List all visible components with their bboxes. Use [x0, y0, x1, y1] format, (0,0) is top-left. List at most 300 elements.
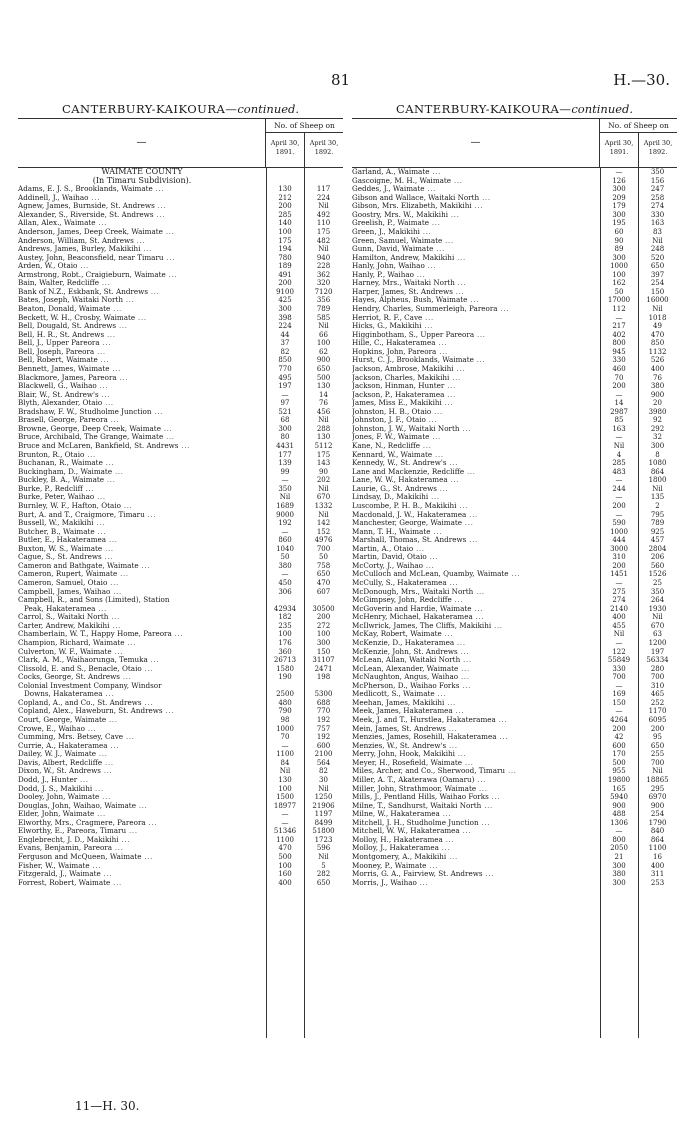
sheep-count-1891: 51346 [273, 827, 297, 836]
owner-name: Court, George, Waimate ... [18, 716, 118, 724]
sheep-count-1891: 200 [612, 382, 626, 391]
sheep-count-1891: 100 [278, 227, 292, 236]
table-row [18, 588, 343, 597]
column-title [352, 100, 677, 118]
sheep-count-1891: — [281, 476, 289, 485]
owner-name: Mein, James, St. Andrews ... [352, 724, 458, 733]
table-row [352, 750, 677, 759]
sheep-count-1891: 177 [278, 450, 292, 459]
table-row [352, 288, 677, 297]
sheep-count-1892: 607 [316, 587, 331, 596]
table-row [18, 605, 343, 614]
sheep-count-1891: 224 [278, 322, 292, 331]
sheep-count-1892: 492 [316, 210, 331, 219]
table-row [18, 296, 343, 305]
table-row [18, 570, 343, 579]
table-row [18, 819, 343, 828]
sheep-count-1891: 450 [278, 579, 292, 587]
left-column [18, 100, 343, 1038]
sheep-count-1891: 780 [278, 253, 292, 262]
sheep-count-1892: Nil [652, 767, 663, 776]
sheep-count-1892: 2 [655, 501, 660, 510]
sheep-count-1892: 163 [650, 219, 665, 228]
owner-name: Garland, A., Waimate ... [352, 168, 442, 176]
sheep-count-1891: — [615, 313, 623, 322]
table-row [352, 819, 677, 828]
table-row [18, 502, 343, 511]
sheep-count-1891: 1000 [276, 724, 294, 733]
owner-name: Kane, N., Redcliffe ... [352, 442, 432, 450]
table-row [18, 476, 343, 485]
owner-name: Macdonald, J. W., Hakateramea ... [352, 510, 479, 519]
table-row [18, 228, 343, 237]
owner-name: Bradshaw, F. W., Studholme Junction ... [18, 407, 164, 416]
sheep-count-1892: 350 [650, 587, 665, 596]
owner-name: Carter, Andrew, Makikihi ... [18, 621, 122, 630]
table-row [352, 570, 677, 579]
sheep-count-1891: 9000 [276, 510, 294, 519]
sheep-count-1891: — [615, 579, 623, 587]
owner-name: Champion, Richard, Waimate ... [18, 638, 137, 647]
sheep-count-1891: 300 [278, 305, 292, 313]
column-title-text: CANTERBURY-KAIKOURA— [395, 102, 572, 116]
sheep-count-1892: 4976 [314, 536, 333, 545]
sheep-count-1891: — [615, 638, 623, 647]
table-row [352, 185, 677, 194]
owner-name: Anderson, William, St. Andrews ... [18, 236, 146, 245]
sheep-count-1891: 300 [278, 424, 292, 433]
sheep-count-1892: 254 [650, 279, 665, 288]
table-row [352, 605, 677, 614]
sheep-count-1892: Nil [652, 305, 663, 313]
sheep-count-1892: 258 [650, 193, 665, 202]
table-row [352, 245, 677, 254]
table-row [352, 254, 677, 263]
table-row [352, 793, 677, 802]
owner-name: Blyth, Alexander, Otaio ... [18, 399, 114, 408]
sheep-count-1892: 400 [650, 364, 665, 373]
owner-name: Molloy, J., Hakateramea ... [352, 844, 451, 853]
owner-name: Copland, A., and Co., St. Andrews ... [18, 698, 154, 707]
table-row [352, 493, 677, 502]
sheep-count-1892: 175 [316, 450, 331, 459]
table-row [18, 785, 343, 794]
owner-name: Allan, Alex., Waimate ... [18, 219, 108, 228]
table-row [18, 185, 343, 194]
table-row [18, 433, 343, 442]
column-title-text: CANTERBURY-KAIKOURA— [61, 102, 238, 116]
owner-name: Martin, A., Otaio ... [352, 544, 425, 553]
table-row [18, 468, 343, 477]
owner-name: Bank of N.Z., Eskbank, St. Andrews ... [18, 287, 160, 296]
table-row [18, 348, 343, 357]
owner-name: James, Miss E., Makikihi ... [352, 399, 454, 408]
table-row [18, 759, 343, 768]
table-row [352, 314, 677, 323]
owner-name: Gibson and Wallace, Waitaki North ... [352, 193, 491, 202]
sheep-count-1892: 770 [316, 707, 331, 716]
year-1892-header: April 30, 1892. [638, 133, 677, 167]
owner-name: Downs, Hakateramea ... [24, 690, 115, 699]
sheep-count-1892: 380 [650, 382, 665, 391]
sheep-count-1891: 126 [612, 176, 626, 185]
sheep-count-1891: 274 [612, 596, 626, 605]
sheep-count-1891: 17000 [607, 296, 631, 305]
table-row [352, 553, 677, 562]
sheep-count-1891: 4431 [276, 442, 294, 450]
sheep-count-1892: 16000 [646, 296, 669, 305]
sheep-heading: No. of Sheep on [600, 119, 677, 133]
sheep-count-1892: 1800 [648, 476, 667, 485]
sheep-count-1891: 945 [612, 347, 626, 356]
sheep-count-1892: 274 [650, 202, 665, 211]
owner-name: Dooley, John, Waimate ... [18, 793, 112, 802]
sheep-count-1892: 62 [319, 347, 328, 356]
owner-name: Englebrecht, J. D., Makikihi ... [18, 835, 131, 844]
table-row [352, 305, 677, 314]
table-body [18, 168, 343, 1038]
sheep-count-1892: 66 [319, 330, 328, 339]
sheep-count-1892: 1790 [648, 818, 667, 827]
sheep-count-1892: 482 [316, 236, 331, 245]
owner-name: Gascoigne, M. H., Waimate ... [352, 176, 463, 185]
owner-name: Agnew, James, Burnside, St. Andrews ... [18, 202, 167, 211]
sheep-count-1892: 30 [319, 775, 328, 784]
table-row [18, 511, 343, 520]
sheep-count-1891: 50 [614, 287, 624, 296]
sheep-count-1891: 770 [278, 364, 292, 373]
table-row [352, 810, 677, 819]
owner-name: Elworthy, E., Pareora, Timaru ... [18, 827, 138, 836]
sheep-count-1891: — [281, 818, 289, 827]
sheep-count-1891: 850 [278, 356, 292, 365]
owner-name: Miles, Archer, and Co., Sherwood, Timaru ... [352, 767, 517, 776]
sheep-count-1892: 700 [650, 673, 665, 682]
sheep-count-1892: 192 [316, 716, 331, 724]
table-row [352, 502, 677, 511]
table-row [352, 562, 677, 571]
sheep-count-1891: 244 [612, 484, 626, 493]
sheep-count-1891: — [281, 741, 289, 750]
right-column [352, 100, 677, 1038]
table-row [18, 314, 343, 323]
table-row [18, 382, 343, 391]
owner-name: Buxton, W. S., Waimate ... [18, 544, 114, 553]
sheep-count-1891: 175 [278, 236, 292, 245]
sheep-count-1892: 248 [650, 245, 665, 254]
table-row [352, 862, 677, 871]
sheep-count-1891: 97 [280, 399, 290, 408]
table-row [18, 493, 343, 502]
table-row [18, 339, 343, 348]
table-row [18, 767, 343, 776]
owner-name: Bruce and McLaren, Bankfield, St. Andrews ... [18, 442, 191, 450]
owner-name: Austey, John, Beaconsfield, near Timaru ... [18, 253, 176, 262]
sheep-count-1892: 110 [316, 219, 331, 228]
table-row [18, 425, 343, 434]
column-title-suffix: continued. [571, 102, 634, 116]
owner-name: Buckley, B. A., Waimate ... [18, 476, 116, 485]
sheep-count-1891: 18977 [273, 801, 297, 810]
table-row [18, 322, 343, 331]
sheep-count-1891: 209 [612, 193, 626, 202]
year-1892-header: April 30, 1892. [304, 133, 343, 167]
sheep-count-1891: 1451 [610, 570, 628, 579]
sheep-count-1892: 3980 [648, 407, 667, 416]
table-row [352, 433, 677, 442]
sheep-count-1892: 18865 [646, 775, 669, 784]
owner-name: Bennett, James, Waimate ... [18, 364, 122, 373]
sheep-count-1892: 6970 [648, 793, 667, 802]
owner-name: Colonial Investment Company, Windsor [18, 681, 162, 690]
owner-name: Cameron, Rupert, Waimate ... [18, 570, 129, 579]
table-row [18, 254, 343, 263]
sheep-count-1891: — [615, 168, 623, 176]
table-row [18, 451, 343, 460]
sheep-count-1891: 200 [612, 724, 626, 733]
sheep-count-1891: 150 [612, 698, 626, 707]
owner-name: Jones, F. W., Waimate ... [352, 433, 442, 442]
owner-name: Beckett, W. H., Crosby, Waimate ... [18, 313, 147, 322]
sheep-count-1891: — [281, 527, 289, 536]
table-row [18, 288, 343, 297]
sheep-count-1891: 1100 [276, 835, 294, 844]
sheep-count-1891: 44 [280, 330, 290, 339]
owner-name: Butcher, B., Waimate ... [18, 527, 107, 536]
table-row [352, 707, 677, 716]
owner-name: McLean, Alexander, Waimate ... [352, 664, 470, 673]
sheep-count-1892: 8499 [314, 818, 333, 827]
sheep-count-1892: 650 [650, 741, 665, 750]
table-row [18, 305, 343, 314]
sheep-count-1891: 190 [278, 673, 292, 682]
sheep-count-1892: 1723 [314, 835, 333, 844]
owner-name: Lindsay, D., Makikihi ... [352, 493, 440, 502]
table-row [352, 827, 677, 836]
owner-name: Hamilton, Andrew, Makikihi ... [352, 253, 466, 262]
table-row [352, 673, 677, 682]
sheep-count-1892: 264 [650, 596, 665, 605]
sheep-count-1892: 76 [653, 373, 662, 382]
sheep-count-1891: 194 [278, 245, 292, 254]
sheep-count-1891: 521 [278, 407, 292, 416]
table-row [18, 365, 343, 374]
sheep-count-1891: 380 [278, 561, 292, 570]
sheep-count-1892: 526 [650, 356, 665, 365]
sheep-count-1892: 156 [650, 176, 665, 185]
owner-name: Peak, Hakateramea ... [24, 604, 108, 613]
sheep-count-1891: 82 [280, 347, 290, 356]
table-row [18, 211, 343, 220]
table-row [352, 228, 677, 237]
sheep-count-1892: 311 [650, 870, 665, 879]
table-row [18, 442, 343, 451]
sheep-count-1892: 670 [650, 621, 665, 630]
table-row [18, 519, 343, 528]
owner-name: McKay, Robert, Waimate ... [352, 630, 454, 639]
sheep-count-1891: 495 [278, 373, 292, 382]
owner-name: Johnston, J. W., Waitaki North ... [352, 424, 472, 433]
table-row [352, 588, 677, 597]
table-row [18, 836, 343, 845]
sheep-count-1891: Nil [613, 442, 625, 450]
sheep-count-1891: 9100 [276, 287, 294, 296]
sheep-count-1892: 143 [316, 459, 331, 468]
sheep-count-1891: 444 [612, 536, 626, 545]
sheep-count-1892: 397 [650, 270, 665, 279]
table-row [18, 545, 343, 554]
sheep-count-1892: 650 [316, 570, 331, 579]
owner-name: Bell, J., Upper Pareora ... [18, 339, 112, 348]
sheep-count-1891: 163 [612, 424, 626, 433]
owner-name: McDonough, Mrs., Waitaki North ... [352, 587, 485, 596]
owner-name: Harper, James, St. Andrews ... [352, 287, 465, 296]
sheep-count-1891 [266, 682, 304, 691]
owner-name: Merry, John, Hook, Makikihi ... [352, 750, 467, 759]
table-row [352, 202, 677, 211]
sheep-count-1891: 488 [612, 810, 626, 819]
sheep-count-1891: 130 [278, 185, 292, 194]
sheep-count-1891: 195 [612, 219, 626, 228]
sheep-count-1891: 300 [612, 861, 626, 870]
sheep-count-1892: 300 [650, 442, 665, 450]
table-row [18, 194, 343, 203]
sheep-count-1892: 252 [650, 698, 665, 707]
owner-name: Meek, J. and T., Hurstlea, Hakateramea ... [352, 716, 508, 724]
footer-reference: 11—H. 30. [75, 1099, 140, 1113]
sheep-count-1892: 32 [653, 433, 662, 442]
owner-name: Herriot, R. F., Cave ... [352, 313, 435, 322]
column-title-suffix: continued. [237, 102, 300, 116]
sheep-count-1891: 197 [278, 382, 292, 391]
sheep-count-1891: — [615, 707, 623, 716]
sheep-count-1892: 197 [650, 647, 665, 656]
table-row [18, 707, 343, 716]
section-heading: WAIMATE COUNTY [101, 167, 183, 176]
sheep-count-1892: Nil [318, 416, 329, 425]
sheep-count-1891: 491 [278, 270, 292, 279]
sheep-count-1891: 55849 [607, 656, 631, 665]
sheep-count-1891: 285 [612, 459, 626, 468]
table-row [352, 853, 677, 862]
table-row [352, 742, 677, 751]
owner-name: Buchanan, R., Waimate ... [18, 459, 115, 468]
sheep-count-1892: 700 [650, 758, 665, 767]
sheep-count-1892: 456 [316, 407, 331, 416]
sheep-count-1892: 280 [650, 664, 665, 673]
table-row [18, 459, 343, 468]
sheep-count-1892: 2804 [648, 544, 667, 553]
sheep-count-1892: 650 [316, 364, 331, 373]
sheep-count-1891: 130 [278, 775, 292, 784]
owner-name: McCulloch and McLean, Quamby, Waimate ... [352, 570, 521, 579]
sheep-count-1892: 1100 [648, 844, 667, 853]
table-row [352, 459, 677, 468]
owner-name: Forrest, Robert, Waimate ... [18, 878, 123, 887]
sheep-count-1891: 2140 [610, 604, 628, 613]
sheep-count-1891: 310 [612, 553, 626, 562]
owner-name: Cague, S., St. Andrews ... [18, 553, 114, 562]
owner-name: Bussell, W., Makikihi ... [18, 519, 106, 528]
owner-name: Green, J., Makikihi ... [352, 227, 432, 236]
table-row [352, 339, 677, 348]
sheep-count-1891: 176 [278, 638, 292, 647]
table-row [352, 451, 677, 460]
owner-name: Browne, George, Deep Creek, Waimate ... [18, 424, 173, 433]
table-row [18, 331, 343, 340]
sheep-count-1891: 4264 [610, 716, 628, 724]
table-row [18, 716, 343, 725]
sheep-count-1892: 940 [316, 253, 331, 262]
owner-name: Dailey, W. J., Waimate ... [18, 750, 108, 759]
table-row [18, 613, 343, 622]
sheep-count-1892: Nil [318, 853, 329, 861]
sheep-count-1891: 330 [612, 356, 626, 365]
sheep-count-1891: — [615, 681, 623, 690]
owner-name: Dixon, W., St. Andrews ... [18, 767, 113, 776]
table-row [352, 656, 677, 665]
owner-name: Luscombe, P. H. B., Makikihi ... [352, 501, 469, 510]
owner-name: Bates, Joseph, Waitaki North ... [18, 296, 135, 305]
owner-name: Currie, A., Hakateramea ... [18, 741, 120, 750]
sheep-count-1892: 228 [316, 262, 331, 271]
owner-name: Addinell, J., Waihao ... [18, 193, 101, 202]
sheep-count-1891: 100 [278, 861, 292, 870]
sheep-count-1891: — [615, 493, 623, 502]
table-row [352, 844, 677, 853]
table-row [18, 665, 343, 674]
table-row [18, 219, 343, 228]
sheep-count-1891: 300 [612, 253, 626, 262]
table-row [18, 553, 343, 562]
table-row [352, 767, 677, 776]
sheep-count-1892: 789 [316, 305, 331, 313]
owner-name: Bain, Walter, Redcliffe ... [18, 279, 111, 288]
sheep-count-1891: 425 [278, 296, 292, 305]
owner-name: Bell, Robert, Waimate ... [18, 356, 110, 365]
table-row [352, 468, 677, 477]
sheep-count-1892: 840 [650, 827, 665, 836]
year-1891-header: April 30, 1891. [604, 139, 634, 156]
sheep-count-1891: 89 [614, 245, 624, 254]
sheep-count-1892: 850 [650, 339, 665, 348]
sheep-count-1892: 650 [650, 262, 665, 271]
sheep-count-1891: 169 [612, 690, 626, 699]
sheep-count-1891: 330 [612, 664, 626, 673]
sheep-count-1892: 900 [650, 801, 665, 810]
table-row [18, 827, 343, 836]
owner-name: Burke, Peter, Waihao ... [18, 493, 106, 502]
table-row [352, 416, 677, 425]
sheep-count-1892: 95 [653, 733, 662, 742]
sheep-count-1892: 30500 [312, 604, 335, 613]
sheep-count-1891: 460 [612, 364, 626, 373]
owner-name: McGoverin and Hardie, Waimate ... [352, 604, 484, 613]
table-row [18, 862, 343, 871]
owner-name: Jackson, Ambrose, Makikihi ... [352, 364, 466, 373]
sheep-count-1891: 380 [612, 870, 626, 879]
column-title [18, 100, 343, 118]
table-row [352, 613, 677, 622]
sheep-count-1892: 192 [316, 733, 331, 742]
owner-name: Buckingham, D., Waimate ... [18, 467, 124, 476]
sheep-count-1892: 16 [653, 853, 662, 861]
owner-name: Jackson, Charles, Makikihi ... [352, 373, 462, 382]
sheep-count-1891: 80 [280, 433, 290, 442]
table-row [352, 262, 677, 271]
table-row [18, 262, 343, 271]
owner-name: Montgomery, A., Makikihi ... [352, 853, 458, 861]
